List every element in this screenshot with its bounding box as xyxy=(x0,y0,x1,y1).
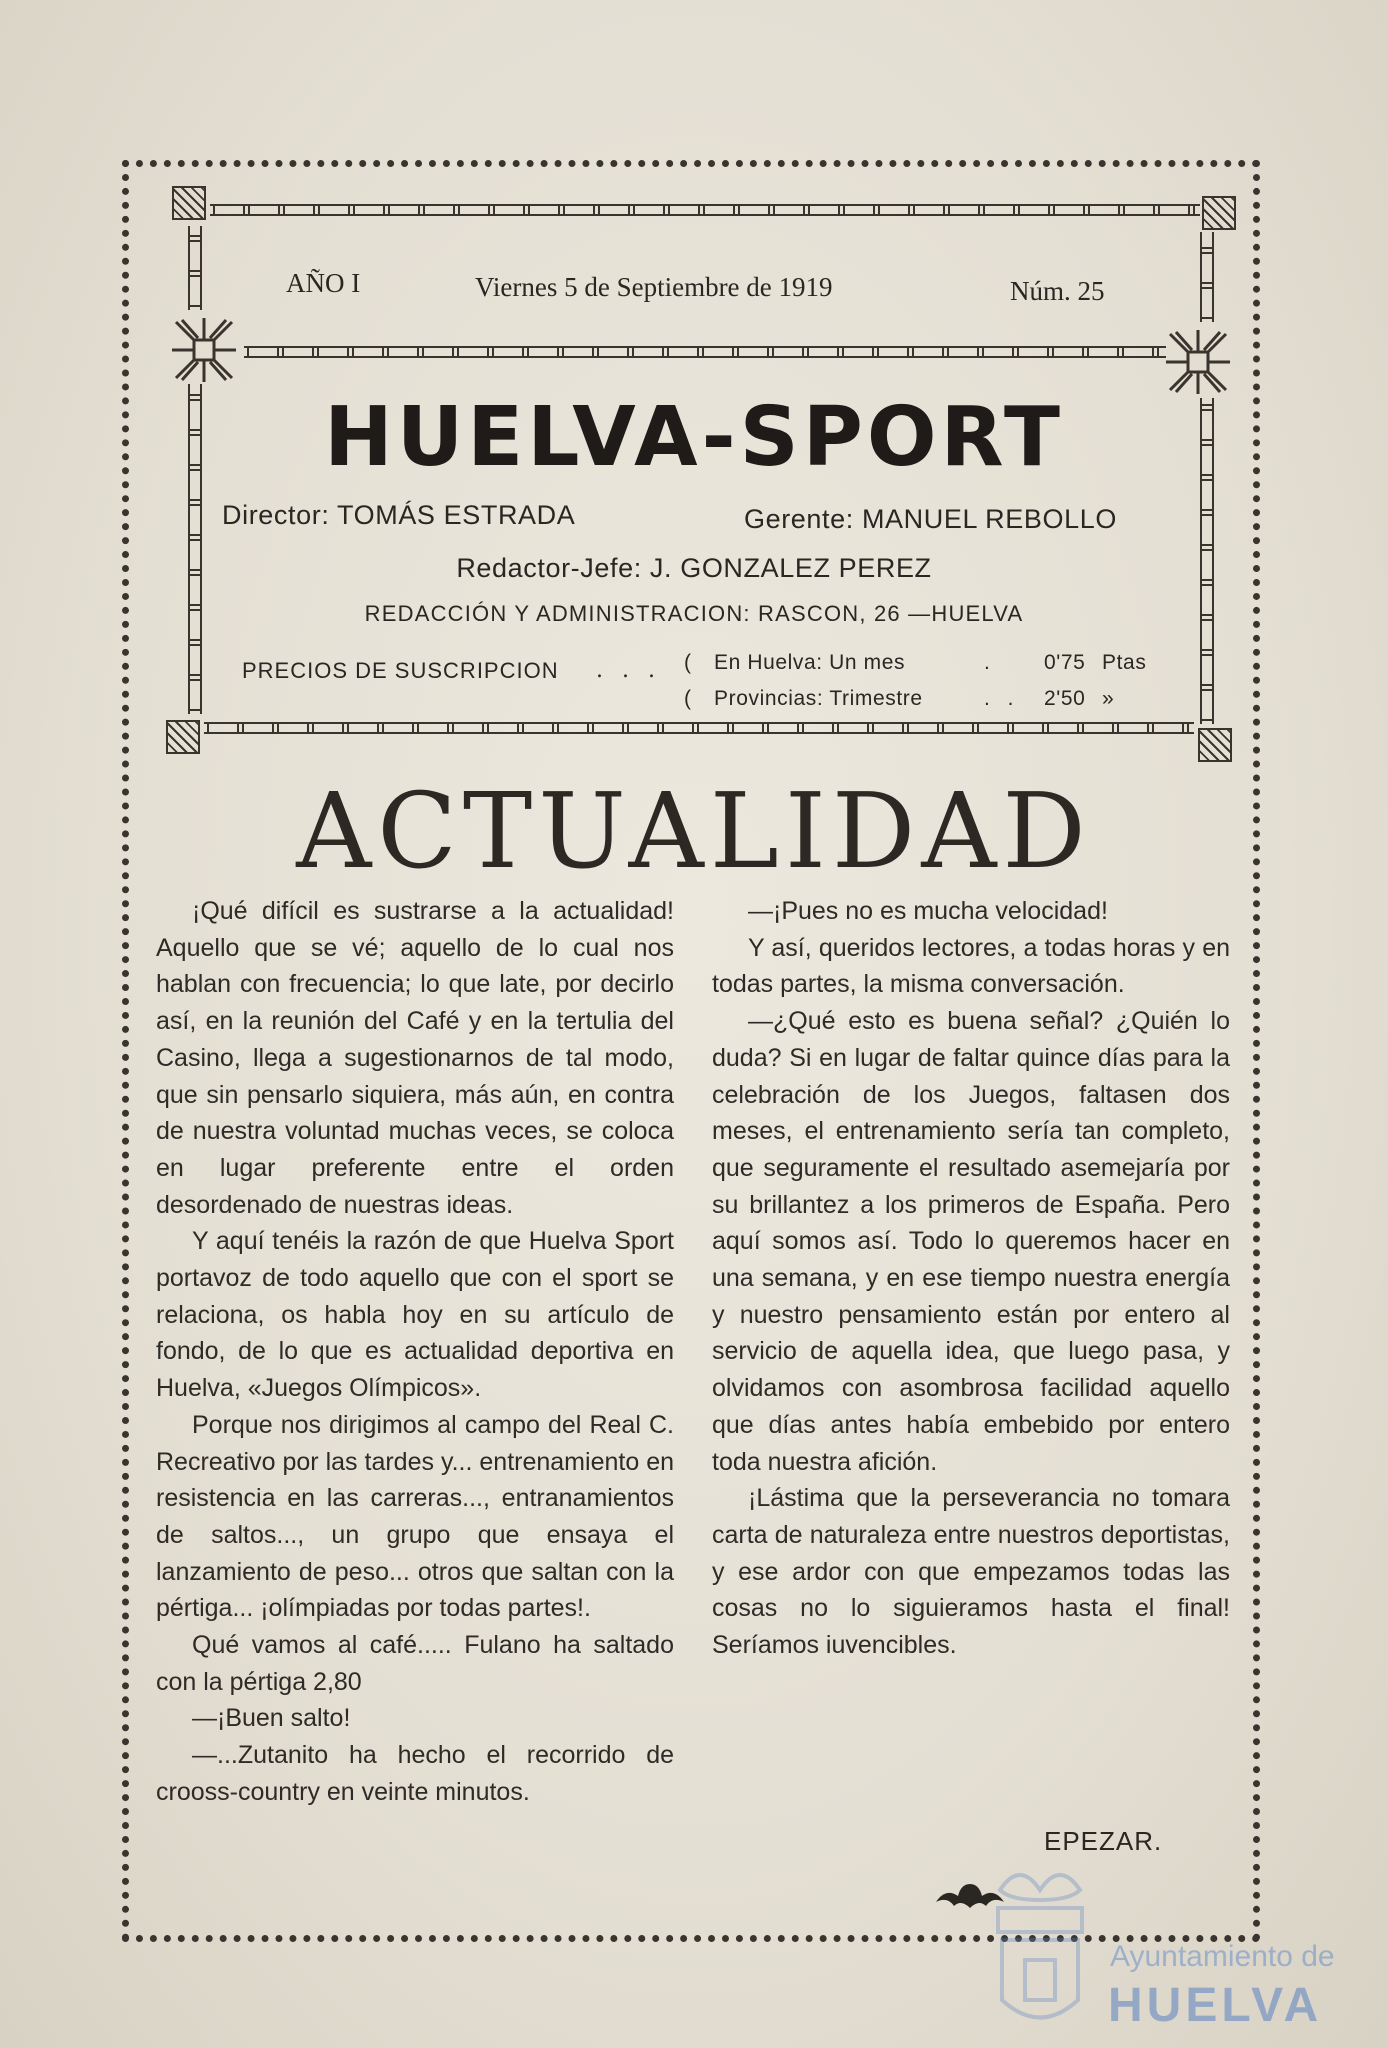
article-paragraph: Y aquí tenéis la razón de que Huelva Sport portavoz de todo aquello que con el sport se relaciona, os habla hoy en su artículo de fondo, de lo que es actualidad deportiva en Huelva, «Juegos Olímpicos». xyxy=(156,1227,674,1403)
corner-ornament-bottom-left xyxy=(166,720,200,754)
price-dots: . . xyxy=(984,687,1020,710)
subscription-prices xyxy=(684,645,1154,717)
article-paragraph: ¡Lástima que la perseverancia no tomara carta de naturaleza entre nuestros deportistas, y ese ardor con que empezamos todas las cosas no lo siguieramos hasta el final! Seríamos iuvencibles. xyxy=(712,1484,1230,1660)
star-ornament-left xyxy=(170,316,238,384)
subscription-label: PRECIOS DE SUSCRIPCION xyxy=(242,658,559,683)
price-row-provincias xyxy=(684,681,1154,717)
price-row-huelva xyxy=(684,645,1154,681)
price-bracket: ( xyxy=(684,687,692,710)
redactor-credit: Redactor-Jefe: J. GONZALEZ PEREZ xyxy=(456,553,932,583)
ornament-rule-bottom xyxy=(204,722,1194,734)
price-dots: . xyxy=(984,651,996,674)
article-paragraph: —¡Pues no es mucha velocidad! xyxy=(748,897,1108,925)
price-bracket: ( xyxy=(684,651,692,674)
article-paragraph: Porque nos dirigimos al campo del Real C. Recreativo por las tardes y... entrenamiento en resistencia en las carreras..., entranamientos de saltos..., un grupo que ensaya el lanzamiento de peso... otros que saltan con la pértiga... ¡olímpiadas por todas partes!. xyxy=(156,1410,674,1623)
watermark-line2: HUELVA xyxy=(1108,1979,1323,2032)
price-place: En Huelva: Un mes xyxy=(714,651,906,674)
ornament-rule-left-upper xyxy=(188,226,202,310)
article-signature: EPEZAR. xyxy=(1044,1826,1163,1856)
director-credit: Director: TOMÁS ESTRADA xyxy=(222,500,576,530)
ornament-rule-middle xyxy=(244,346,1166,358)
newspaper-title: HUELVA-SPORT xyxy=(324,390,1064,485)
article-paragraph: Qué vamos al café..... Fulano ha saltado con la pértiga 2,80 xyxy=(156,1631,674,1696)
redaccion-address: REDACCIÓN Y ADMINISTRACION: RASCON, 26 —HUELVA xyxy=(364,601,1024,626)
ornament-rule-top xyxy=(210,204,1200,216)
article-paragraph: Y así, queridos lectores, a todas horas y en todas partes, la misma conversación. xyxy=(712,933,1230,999)
corner-ornament-top-right xyxy=(1202,196,1236,230)
price-unit: » xyxy=(1102,687,1115,710)
ornament-rule-right-upper xyxy=(1200,232,1214,322)
article-paragraph: ¡Qué difícil es sustrarse a la actualidad! Aquello que se vé; aquello de lo cual nos hablan con frecuencia; lo que late, por decirlo así, en la reunión del Café y en la tertulia del Casino, llega a sugestionarnos de tal modo, que sin pensarlo siquiera, más aún, en contra de nuestra voluntad muchas veces, se coloca en lugar preferente entre el orden desordenado de nuestras ideas. xyxy=(156,897,674,1219)
issue-date: Viernes 5 de Septiembre de 1919 xyxy=(475,272,833,302)
article-column-right xyxy=(712,893,1230,1664)
price-value: 0'75 xyxy=(1044,651,1086,674)
gerente-credit: Gerente: MANUEL REBOLLO xyxy=(744,504,1117,534)
star-ornament-right xyxy=(1164,328,1232,396)
price-place: Provincias: Trimestre xyxy=(714,687,923,710)
subscription-leader-dots: . . . xyxy=(596,658,661,683)
article-paragraph: —¡Buen salto! xyxy=(192,1704,351,1733)
article-column-left xyxy=(156,893,674,1811)
price-value: 2'50 xyxy=(1044,687,1086,710)
article-paragraph: —¿Qué esto es buena señal? ¿Quién lo duda? Si en lugar de faltar quince días para la celebración de los Juegos, faltasen dos meses, el entrenamiento sería tan completo, que seguramente el resultado asemejaría por su brillantez a los primeros de España. Pero aquí somos así. Todo lo queremos hacer en una semana, y en ese tiempo nuestra energía y nuestro pensamiento están por entero al servicio de aquella idea, que luego pasa, y olvidamos con asombrosa facilidad aquello que días antes había embebido por entero toda nuestra afición. xyxy=(712,1007,1230,1476)
watermark-line1: Ayuntamiento de xyxy=(1110,1940,1335,1973)
corner-ornament-bottom-right xyxy=(1198,728,1232,762)
article-paragraph: —...Zutanito ha hecho el recorrido de crooss-country en veinte minutos. xyxy=(156,1741,674,1806)
issue-number: Núm. 25 xyxy=(1010,276,1105,306)
article-headline: ACTUALIDAD xyxy=(296,770,1092,892)
price-unit: Ptas xyxy=(1102,651,1147,674)
issue-year: AÑO I xyxy=(286,268,361,298)
corner-ornament-top-left xyxy=(172,186,206,220)
